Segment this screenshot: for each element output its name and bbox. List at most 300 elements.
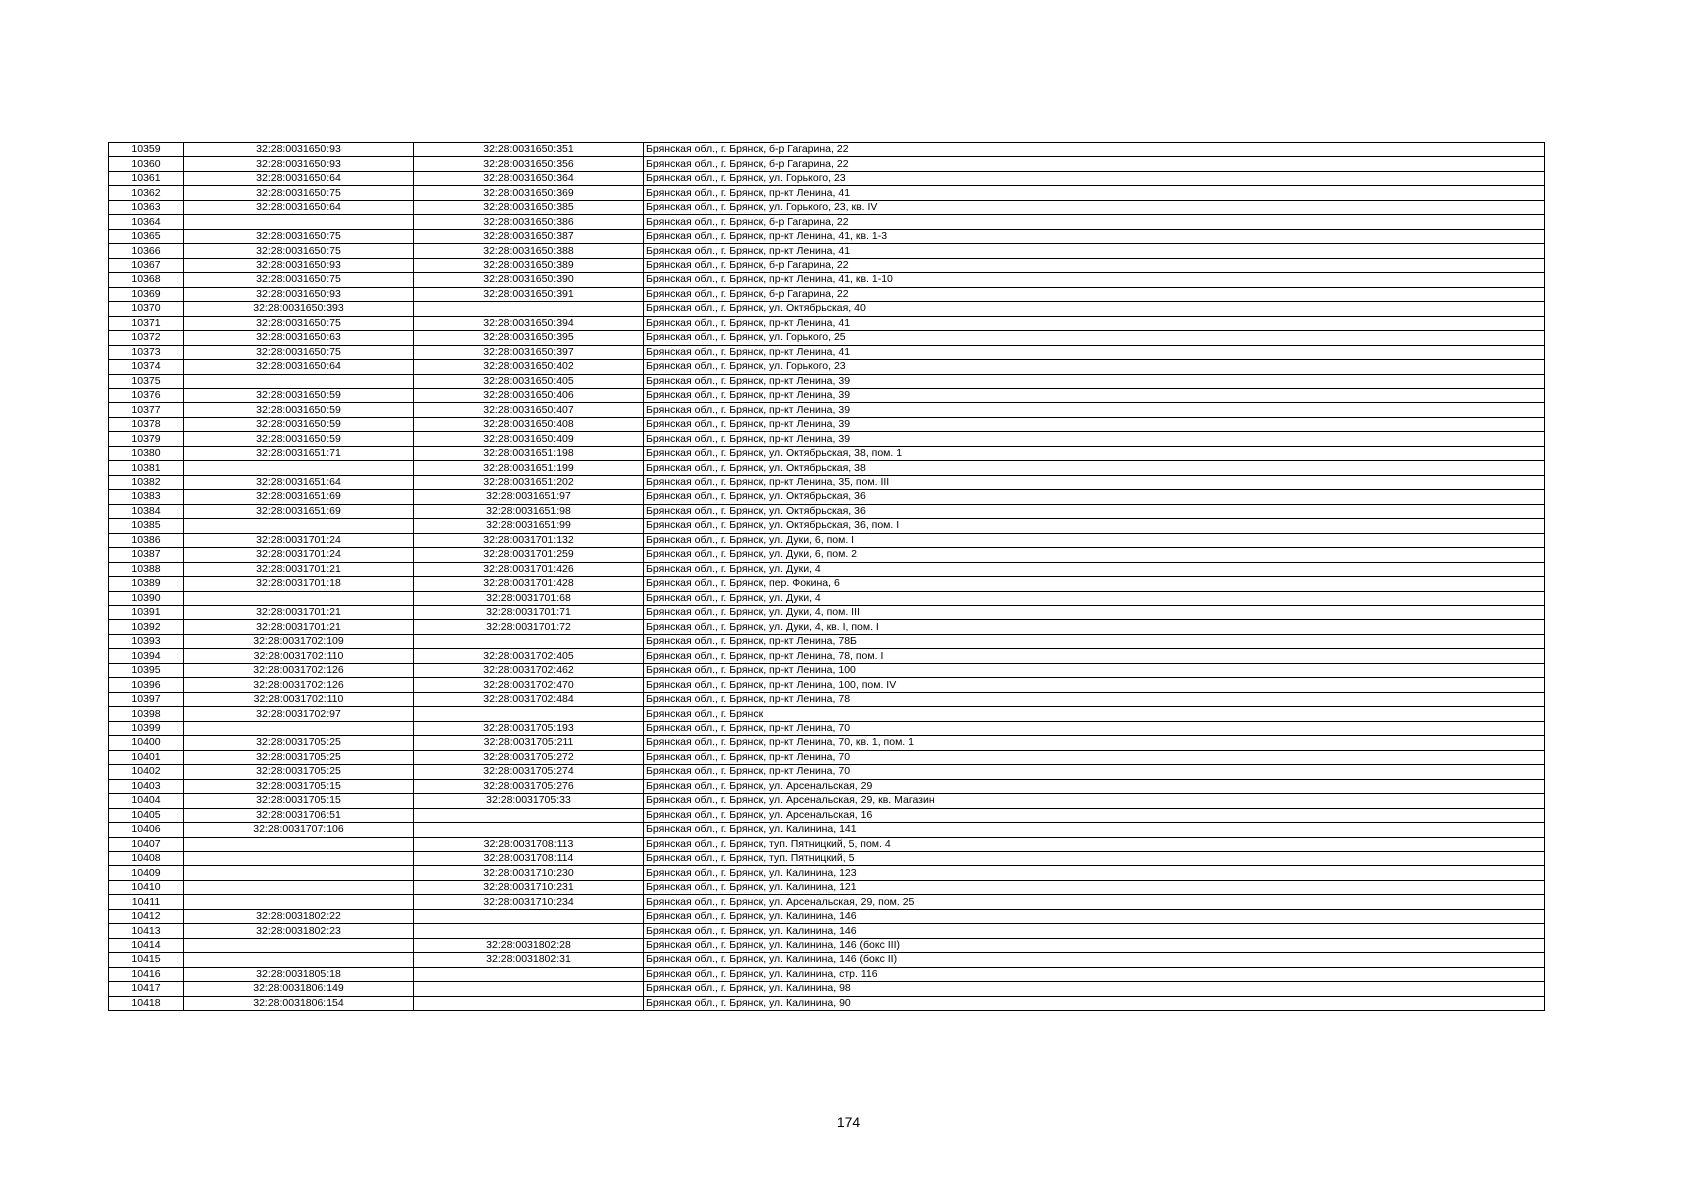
- parent-cadastral-number-cell: [184, 215, 414, 229]
- parent-cadastral-number-cell: 32:28:0031650:59: [184, 403, 414, 417]
- table-row: [109, 548, 1545, 562]
- row-number-cell: 10382: [109, 475, 184, 489]
- parent-cadastral-number-cell: 32:28:0031650:93: [184, 287, 414, 301]
- parent-cadastral-number-cell: [184, 374, 414, 388]
- parent-cadastral-number-cell: 32:28:0031650:59: [184, 388, 414, 402]
- address-cell: Брянская обл., г. Брянск, ул. Дуки, 4, пом. III: [644, 606, 1545, 620]
- parent-cadastral-number-cell: 32:28:0031701:21: [184, 606, 414, 620]
- table-row: [109, 475, 1545, 489]
- row-number-cell: 10400: [109, 736, 184, 750]
- cadastral-number-cell: [414, 996, 644, 1010]
- table-row: [109, 273, 1545, 287]
- cadastral-number-cell: 32:28:0031702:462: [414, 663, 644, 677]
- row-number-cell: 10413: [109, 924, 184, 938]
- cadastral-number-cell: [414, 707, 644, 721]
- table-row: [109, 953, 1545, 967]
- row-number-cell: 10372: [109, 331, 184, 345]
- row-number-cell: 10376: [109, 388, 184, 402]
- parent-cadastral-number-cell: 32:28:0031805:18: [184, 967, 414, 981]
- table-row: [109, 345, 1545, 359]
- cadastral-number-cell: 32:28:0031701:68: [414, 591, 644, 605]
- row-number-cell: 10384: [109, 504, 184, 518]
- table-row: [109, 924, 1545, 938]
- table-row: [109, 316, 1545, 330]
- parent-cadastral-number-cell: [184, 895, 414, 909]
- table-row: [109, 750, 1545, 764]
- table-row: [109, 186, 1545, 200]
- row-number-cell: 10377: [109, 403, 184, 417]
- cadastral-number-cell: 32:28:0031650:385: [414, 200, 644, 214]
- parent-cadastral-number-cell: 32:28:0031702:97: [184, 707, 414, 721]
- row-number-cell: 10371: [109, 316, 184, 330]
- address-cell: Брянская обл., г. Брянск, ул. Калинина, 90: [644, 996, 1545, 1010]
- address-cell: Брянская обл., г. Брянск, пр-кт Ленина, 41, кв. 1-10: [644, 273, 1545, 287]
- cadastral-number-cell: 32:28:0031705:211: [414, 736, 644, 750]
- parent-cadastral-number-cell: 32:28:0031650:64: [184, 360, 414, 374]
- address-cell: Брянская обл., г. Брянск, пр-кт Ленина, 41: [644, 316, 1545, 330]
- parent-cadastral-number-cell: 32:28:0031651:71: [184, 446, 414, 460]
- row-number-cell: 10392: [109, 620, 184, 634]
- parent-cadastral-number-cell: [184, 851, 414, 865]
- address-cell: Брянская обл., г. Брянск, пр-кт Ленина, 100, пом. IV: [644, 678, 1545, 692]
- row-number-cell: 10393: [109, 634, 184, 648]
- address-cell: Брянская обл., г. Брянск, ул. Дуки, 4: [644, 591, 1545, 605]
- table-row: [109, 258, 1545, 272]
- parent-cadastral-number-cell: 32:28:0031650:64: [184, 171, 414, 185]
- table-row: [109, 143, 1545, 157]
- address-cell: Брянская обл., г. Брянск, ул. Калинина, 146 (бокс II): [644, 953, 1545, 967]
- parent-cadastral-number-cell: 32:28:0031701:24: [184, 548, 414, 562]
- table-body: [109, 143, 1545, 1011]
- cadastral-number-cell: 32:28:0031710:234: [414, 895, 644, 909]
- row-number-cell: 10391: [109, 606, 184, 620]
- address-cell: Брянская обл., г. Брянск, пр-кт Ленина, 41: [644, 345, 1545, 359]
- row-number-cell: 10378: [109, 417, 184, 431]
- cadastral-number-cell: 32:28:0031702:405: [414, 649, 644, 663]
- table-row: [109, 490, 1545, 504]
- cadastral-number-cell: 32:28:0031701:132: [414, 533, 644, 547]
- parent-cadastral-number-cell: 32:28:0031650:75: [184, 244, 414, 258]
- row-number-cell: 10366: [109, 244, 184, 258]
- address-cell: Брянская обл., г. Брянск, пр-кт Ленина, 35, пом. III: [644, 475, 1545, 489]
- address-cell: Брянская обл., г. Брянск, ул. Калинина, 141: [644, 823, 1545, 837]
- address-cell: Брянская обл., г. Брянск, б-р Гагарина, 22: [644, 287, 1545, 301]
- cadastral-number-cell: [414, 909, 644, 923]
- row-number-cell: 10363: [109, 200, 184, 214]
- table-row: [109, 808, 1545, 822]
- table-row: [109, 996, 1545, 1010]
- row-number-cell: 10399: [109, 721, 184, 735]
- table-row: [109, 519, 1545, 533]
- table-row: [109, 577, 1545, 591]
- cadastral-number-cell: [414, 634, 644, 648]
- address-cell: Брянская обл., г. Брянск, пр-кт Ленина, 39: [644, 388, 1545, 402]
- row-number-cell: 10405: [109, 808, 184, 822]
- cadastral-number-cell: 32:28:0031650:386: [414, 215, 644, 229]
- row-number-cell: 10365: [109, 229, 184, 243]
- parent-cadastral-number-cell: 32:28:0031707:106: [184, 823, 414, 837]
- table-row: [109, 302, 1545, 316]
- row-number-cell: 10407: [109, 837, 184, 851]
- address-cell: Брянская обл., г. Брянск, ул. Горького, 23: [644, 171, 1545, 185]
- parent-cadastral-number-cell: 32:28:0031705:25: [184, 750, 414, 764]
- address-cell: Брянская обл., г. Брянск, б-р Гагарина, 22: [644, 157, 1545, 171]
- cadastral-number-cell: 32:28:0031702:470: [414, 678, 644, 692]
- parent-cadastral-number-cell: 32:28:0031706:51: [184, 808, 414, 822]
- table-row: [109, 171, 1545, 185]
- parent-cadastral-number-cell: [184, 591, 414, 605]
- cadastral-number-cell: 32:28:0031650:369: [414, 186, 644, 200]
- cadastral-number-cell: 32:28:0031708:113: [414, 837, 644, 851]
- address-cell: Брянская обл., г. Брянск, пр-кт Ленина, 39: [644, 432, 1545, 446]
- cadastral-number-cell: 32:28:0031650:391: [414, 287, 644, 301]
- row-number-cell: 10396: [109, 678, 184, 692]
- parent-cadastral-number-cell: 32:28:0031651:64: [184, 475, 414, 489]
- address-cell: Брянская обл., г. Брянск, ул. Калинина, 146: [644, 924, 1545, 938]
- table-row: [109, 938, 1545, 952]
- table-row: [109, 360, 1545, 374]
- row-number-cell: 10406: [109, 823, 184, 837]
- table-row: [109, 967, 1545, 981]
- parent-cadastral-number-cell: 32:28:0031651:69: [184, 490, 414, 504]
- cadastral-number-cell: 32:28:0031708:114: [414, 851, 644, 865]
- cadastral-number-cell: 32:28:0031650:390: [414, 273, 644, 287]
- row-number-cell: 10394: [109, 649, 184, 663]
- table-row: [109, 229, 1545, 243]
- parent-cadastral-number-cell: 32:28:0031650:75: [184, 316, 414, 330]
- cadastral-number-cell: [414, 823, 644, 837]
- row-number-cell: 10412: [109, 909, 184, 923]
- address-cell: Брянская обл., г. Брянск, ул. Арсенальская, 16: [644, 808, 1545, 822]
- address-cell: Брянская обл., г. Брянск, туп. Пятницкий, 5: [644, 851, 1545, 865]
- cadastral-number-cell: 32:28:0031650:408: [414, 417, 644, 431]
- address-cell: Брянская обл., г. Брянск, пр-кт Ленина, 78, пом. I: [644, 649, 1545, 663]
- cadastral-number-cell: 32:28:0031701:426: [414, 562, 644, 576]
- cadastral-number-cell: 32:28:0031650:364: [414, 171, 644, 185]
- parent-cadastral-number-cell: 32:28:0031702:109: [184, 634, 414, 648]
- address-cell: Брянская обл., г. Брянск: [644, 707, 1545, 721]
- address-cell: Брянская обл., г. Брянск, ул. Горького, 23, кв. IV: [644, 200, 1545, 214]
- table-row: [109, 837, 1545, 851]
- address-cell: Брянская обл., г. Брянск, ул. Калинина, 98: [644, 982, 1545, 996]
- row-number-cell: 10410: [109, 880, 184, 894]
- address-cell: Брянская обл., г. Брянск, пр-кт Ленина, 70: [644, 765, 1545, 779]
- address-cell: Брянская обл., г. Брянск, пр-кт Ленина, 39: [644, 417, 1545, 431]
- row-number-cell: 10359: [109, 143, 184, 157]
- parent-cadastral-number-cell: 32:28:0031702:110: [184, 649, 414, 663]
- row-number-cell: 10387: [109, 548, 184, 562]
- cadastral-number-cell: 32:28:0031650:388: [414, 244, 644, 258]
- table-row: [109, 287, 1545, 301]
- table-row: [109, 895, 1545, 909]
- address-cell: Брянская обл., г. Брянск, пр-кт Ленина, 100: [644, 663, 1545, 677]
- table-row: [109, 591, 1545, 605]
- address-cell: Брянская обл., г. Брянск, б-р Гагарина, 22: [644, 143, 1545, 157]
- row-number-cell: 10402: [109, 765, 184, 779]
- table-row: [109, 779, 1545, 793]
- cadastral-number-cell: 32:28:0031651:199: [414, 461, 644, 475]
- address-cell: Брянская обл., г. Брянск, пр-кт Ленина, 78Б: [644, 634, 1545, 648]
- cadastral-number-cell: 32:28:0031710:230: [414, 866, 644, 880]
- parent-cadastral-number-cell: 32:28:0031705:25: [184, 736, 414, 750]
- row-number-cell: 10408: [109, 851, 184, 865]
- cadastral-number-cell: 32:28:0031650:389: [414, 258, 644, 272]
- cadastral-number-cell: 32:28:0031802:31: [414, 953, 644, 967]
- parent-cadastral-number-cell: 32:28:0031650:75: [184, 229, 414, 243]
- parent-cadastral-number-cell: 32:28:0031650:93: [184, 258, 414, 272]
- table-row: [109, 388, 1545, 402]
- row-number-cell: 10403: [109, 779, 184, 793]
- parent-cadastral-number-cell: 32:28:0031705:15: [184, 794, 414, 808]
- parent-cadastral-number-cell: 32:28:0031702:126: [184, 663, 414, 677]
- table-row: [109, 707, 1545, 721]
- row-number-cell: 10404: [109, 794, 184, 808]
- parent-cadastral-number-cell: 32:28:0031650:64: [184, 200, 414, 214]
- parent-cadastral-number-cell: 32:28:0031650:93: [184, 143, 414, 157]
- cadastral-number-cell: 32:28:0031651:98: [414, 504, 644, 518]
- table-row: [109, 157, 1545, 171]
- table-row: [109, 982, 1545, 996]
- table-row: [109, 851, 1545, 865]
- row-number-cell: 10401: [109, 750, 184, 764]
- address-cell: Брянская обл., г. Брянск, ул. Арсенальская, 29: [644, 779, 1545, 793]
- cadastral-number-cell: 32:28:0031701:428: [414, 577, 644, 591]
- table-row: [109, 634, 1545, 648]
- address-cell: Брянская обл., г. Брянск, ул. Калинина, 123: [644, 866, 1545, 880]
- parent-cadastral-number-cell: [184, 880, 414, 894]
- address-cell: Брянская обл., г. Брянск, ул. Октябрьская, 40: [644, 302, 1545, 316]
- table-row: [109, 823, 1545, 837]
- row-number-cell: 10416: [109, 967, 184, 981]
- cadastral-number-cell: 32:28:0031650:356: [414, 157, 644, 171]
- row-number-cell: 10385: [109, 519, 184, 533]
- address-cell: Брянская обл., г. Брянск, ул. Калинина, 121: [644, 880, 1545, 894]
- table-row: [109, 200, 1545, 214]
- table-row: [109, 374, 1545, 388]
- cadastral-number-cell: 32:28:0031710:231: [414, 880, 644, 894]
- address-cell: Брянская обл., г. Брянск, пр-кт Ленина, 70, кв. 1, пом. 1: [644, 736, 1545, 750]
- address-cell: Брянская обл., г. Брянск, б-р Гагарина, 22: [644, 215, 1545, 229]
- address-cell: Брянская обл., г. Брянск, ул. Горького, 23: [644, 360, 1545, 374]
- cadastral-number-cell: 32:28:0031705:272: [414, 750, 644, 764]
- parent-cadastral-number-cell: [184, 866, 414, 880]
- parent-cadastral-number-cell: 32:28:0031650:59: [184, 432, 414, 446]
- parent-cadastral-number-cell: 32:28:0031806:149: [184, 982, 414, 996]
- row-number-cell: 10414: [109, 938, 184, 952]
- parent-cadastral-number-cell: [184, 519, 414, 533]
- table-row: [109, 765, 1545, 779]
- parent-cadastral-number-cell: 32:28:0031701:21: [184, 562, 414, 576]
- row-number-cell: 10361: [109, 171, 184, 185]
- cadastral-number-cell: 32:28:0031650:402: [414, 360, 644, 374]
- row-number-cell: 10397: [109, 692, 184, 706]
- address-cell: Брянская обл., г. Брянск, пр-кт Ленина, 70: [644, 721, 1545, 735]
- row-number-cell: 10395: [109, 663, 184, 677]
- cadastral-number-cell: 32:28:0031651:202: [414, 475, 644, 489]
- address-cell: Брянская обл., г. Брянск, пр-кт Ленина, 78: [644, 692, 1545, 706]
- row-number-cell: 10374: [109, 360, 184, 374]
- address-cell: Брянская обл., г. Брянск, ул. Дуки, 6, пом. 2: [644, 548, 1545, 562]
- row-number-cell: 10369: [109, 287, 184, 301]
- cadastral-number-cell: 32:28:0031650:407: [414, 403, 644, 417]
- row-number-cell: 10380: [109, 446, 184, 460]
- row-number-cell: 10411: [109, 895, 184, 909]
- cadastral-table: [108, 142, 1545, 1011]
- parent-cadastral-number-cell: 32:28:0031651:69: [184, 504, 414, 518]
- parent-cadastral-number-cell: 32:28:0031650:75: [184, 273, 414, 287]
- parent-cadastral-number-cell: 32:28:0031802:22: [184, 909, 414, 923]
- parent-cadastral-number-cell: 32:28:0031650:59: [184, 417, 414, 431]
- address-cell: Брянская обл., г. Брянск, ул. Дуки, 6, пом. I: [644, 533, 1545, 547]
- cadastral-number-cell: 32:28:0031650:405: [414, 374, 644, 388]
- address-cell: Брянская обл., г. Брянск, ул. Дуки, 4, кв. I, пом. I: [644, 620, 1545, 634]
- address-cell: Брянская обл., г. Брянск, ул. Калинина, 146 (бокс III): [644, 938, 1545, 952]
- parent-cadastral-number-cell: 32:28:0031701:18: [184, 577, 414, 591]
- address-cell: Брянская обл., г. Брянск, ул. Калинина, 146: [644, 909, 1545, 923]
- parent-cadastral-number-cell: [184, 938, 414, 952]
- parent-cadastral-number-cell: 32:28:0031702:110: [184, 692, 414, 706]
- table-row: [109, 866, 1545, 880]
- address-cell: Брянская обл., г. Брянск, ул. Горького, 25: [644, 331, 1545, 345]
- address-cell: Брянская обл., г. Брянск, ул. Октябрьская, 38, пом. 1: [644, 446, 1545, 460]
- table-row: [109, 649, 1545, 663]
- parent-cadastral-number-cell: 32:28:0031650:63: [184, 331, 414, 345]
- cadastral-number-cell: 32:28:0031650:351: [414, 143, 644, 157]
- table-row: [109, 880, 1545, 894]
- cadastral-number-cell: [414, 302, 644, 316]
- row-number-cell: 10362: [109, 186, 184, 200]
- row-number-cell: 10379: [109, 432, 184, 446]
- address-cell: Брянская обл., г. Брянск, ул. Дуки, 4: [644, 562, 1545, 576]
- row-number-cell: 10389: [109, 577, 184, 591]
- table-row: [109, 432, 1545, 446]
- table-row: [109, 909, 1545, 923]
- row-number-cell: 10373: [109, 345, 184, 359]
- row-number-cell: 10360: [109, 157, 184, 171]
- address-cell: Брянская обл., г. Брянск, б-р Гагарина, 22: [644, 258, 1545, 272]
- parent-cadastral-number-cell: 32:28:0031650:75: [184, 186, 414, 200]
- address-cell: Брянская обл., г. Брянск, пр-кт Ленина, 70: [644, 750, 1545, 764]
- address-cell: Брянская обл., г. Брянск, ул. Октябрьская, 38: [644, 461, 1545, 475]
- row-number-cell: 10381: [109, 461, 184, 475]
- cadastral-number-cell: 32:28:0031701:259: [414, 548, 644, 562]
- cadastral-number-cell: 32:28:0031650:395: [414, 331, 644, 345]
- table-row: [109, 533, 1545, 547]
- cadastral-number-cell: 32:28:0031650:387: [414, 229, 644, 243]
- address-cell: Брянская обл., г. Брянск, туп. Пятницкий, 5, пом. 4: [644, 837, 1545, 851]
- table-row: [109, 620, 1545, 634]
- address-cell: Брянская обл., г. Брянск, ул. Октябрьская, 36, пом. I: [644, 519, 1545, 533]
- cadastral-number-cell: 32:28:0031650:394: [414, 316, 644, 330]
- address-cell: Брянская обл., г. Брянск, пр-кт Ленина, 41: [644, 244, 1545, 258]
- row-number-cell: 10388: [109, 562, 184, 576]
- parent-cadastral-number-cell: 32:28:0031705:25: [184, 765, 414, 779]
- cadastral-number-cell: 32:28:0031650:406: [414, 388, 644, 402]
- parent-cadastral-number-cell: 32:28:0031701:21: [184, 620, 414, 634]
- cadastral-number-cell: [414, 982, 644, 996]
- parent-cadastral-number-cell: 32:28:0031650:75: [184, 345, 414, 359]
- row-number-cell: 10390: [109, 591, 184, 605]
- address-cell: Брянская обл., г. Брянск, ул. Калинина, стр. 116: [644, 967, 1545, 981]
- table-row: [109, 446, 1545, 460]
- table-row: [109, 504, 1545, 518]
- row-number-cell: 10418: [109, 996, 184, 1010]
- address-cell: Брянская обл., г. Брянск, пр-кт Ленина, 41, кв. 1-3: [644, 229, 1545, 243]
- address-cell: Брянская обл., г. Брянск, ул. Октябрьская, 36: [644, 490, 1545, 504]
- table-row: [109, 461, 1545, 475]
- parent-cadastral-number-cell: 32:28:0031802:23: [184, 924, 414, 938]
- row-number-cell: 10370: [109, 302, 184, 316]
- table-row: [109, 215, 1545, 229]
- row-number-cell: 10415: [109, 953, 184, 967]
- row-number-cell: 10409: [109, 866, 184, 880]
- cadastral-number-cell: 32:28:0031651:97: [414, 490, 644, 504]
- cadastral-number-cell: [414, 924, 644, 938]
- table-row: [109, 417, 1545, 431]
- cadastral-number-cell: 32:28:0031651:99: [414, 519, 644, 533]
- row-number-cell: 10367: [109, 258, 184, 272]
- table-row: [109, 692, 1545, 706]
- table-row: [109, 403, 1545, 417]
- cadastral-number-cell: 32:28:0031650:397: [414, 345, 644, 359]
- row-number-cell: 10375: [109, 374, 184, 388]
- row-number-cell: 10383: [109, 490, 184, 504]
- cadastral-number-cell: 32:28:0031802:28: [414, 938, 644, 952]
- parent-cadastral-number-cell: 32:28:0031650:393: [184, 302, 414, 316]
- table-row: [109, 794, 1545, 808]
- row-number-cell: 10398: [109, 707, 184, 721]
- cadastral-number-cell: 32:28:0031651:198: [414, 446, 644, 460]
- cadastral-number-cell: 32:28:0031705:274: [414, 765, 644, 779]
- row-number-cell: 10368: [109, 273, 184, 287]
- cadastral-number-cell: 32:28:0031705:33: [414, 794, 644, 808]
- table-row: [109, 562, 1545, 576]
- row-number-cell: 10386: [109, 533, 184, 547]
- address-cell: Брянская обл., г. Брянск, пр-кт Ленина, 39: [644, 374, 1545, 388]
- address-cell: Брянская обл., г. Брянск, ул. Арсенальская, 29, кв. Магазин: [644, 794, 1545, 808]
- table-row: [109, 663, 1545, 677]
- table-row: [109, 331, 1545, 345]
- cadastral-number-cell: 32:28:0031650:409: [414, 432, 644, 446]
- cadastral-number-cell: 32:28:0031705:276: [414, 779, 644, 793]
- table-row: [109, 736, 1545, 750]
- table-row: [109, 606, 1545, 620]
- cadastral-number-cell: 32:28:0031702:484: [414, 692, 644, 706]
- row-number-cell: 10364: [109, 215, 184, 229]
- parent-cadastral-number-cell: [184, 721, 414, 735]
- parent-cadastral-number-cell: 32:28:0031702:126: [184, 678, 414, 692]
- cadastral-number-cell: [414, 967, 644, 981]
- table-row: [109, 721, 1545, 735]
- page-number: 174: [836, 1114, 861, 1130]
- row-number-cell: 10417: [109, 982, 184, 996]
- address-cell: Брянская обл., г. Брянск, ул. Октябрьская, 36: [644, 504, 1545, 518]
- parent-cadastral-number-cell: [184, 837, 414, 851]
- table-row: [109, 678, 1545, 692]
- address-cell: Брянская обл., г. Брянск, ул. Арсенальская, 29, пом. 25: [644, 895, 1545, 909]
- parent-cadastral-number-cell: 32:28:0031701:24: [184, 533, 414, 547]
- cadastral-number-cell: 32:28:0031701:71: [414, 606, 644, 620]
- parent-cadastral-number-cell: 32:28:0031806:154: [184, 996, 414, 1010]
- address-cell: Брянская обл., г. Брянск, пер. Фокина, 6: [644, 577, 1545, 591]
- parent-cadastral-number-cell: 32:28:0031650:93: [184, 157, 414, 171]
- cadastral-number-cell: [414, 808, 644, 822]
- cadastral-number-cell: 32:28:0031705:193: [414, 721, 644, 735]
- address-cell: Брянская обл., г. Брянск, пр-кт Ленина, 41: [644, 186, 1545, 200]
- table-row: [109, 244, 1545, 258]
- parent-cadastral-number-cell: [184, 461, 414, 475]
- address-cell: Брянская обл., г. Брянск, пр-кт Ленина, 39: [644, 403, 1545, 417]
